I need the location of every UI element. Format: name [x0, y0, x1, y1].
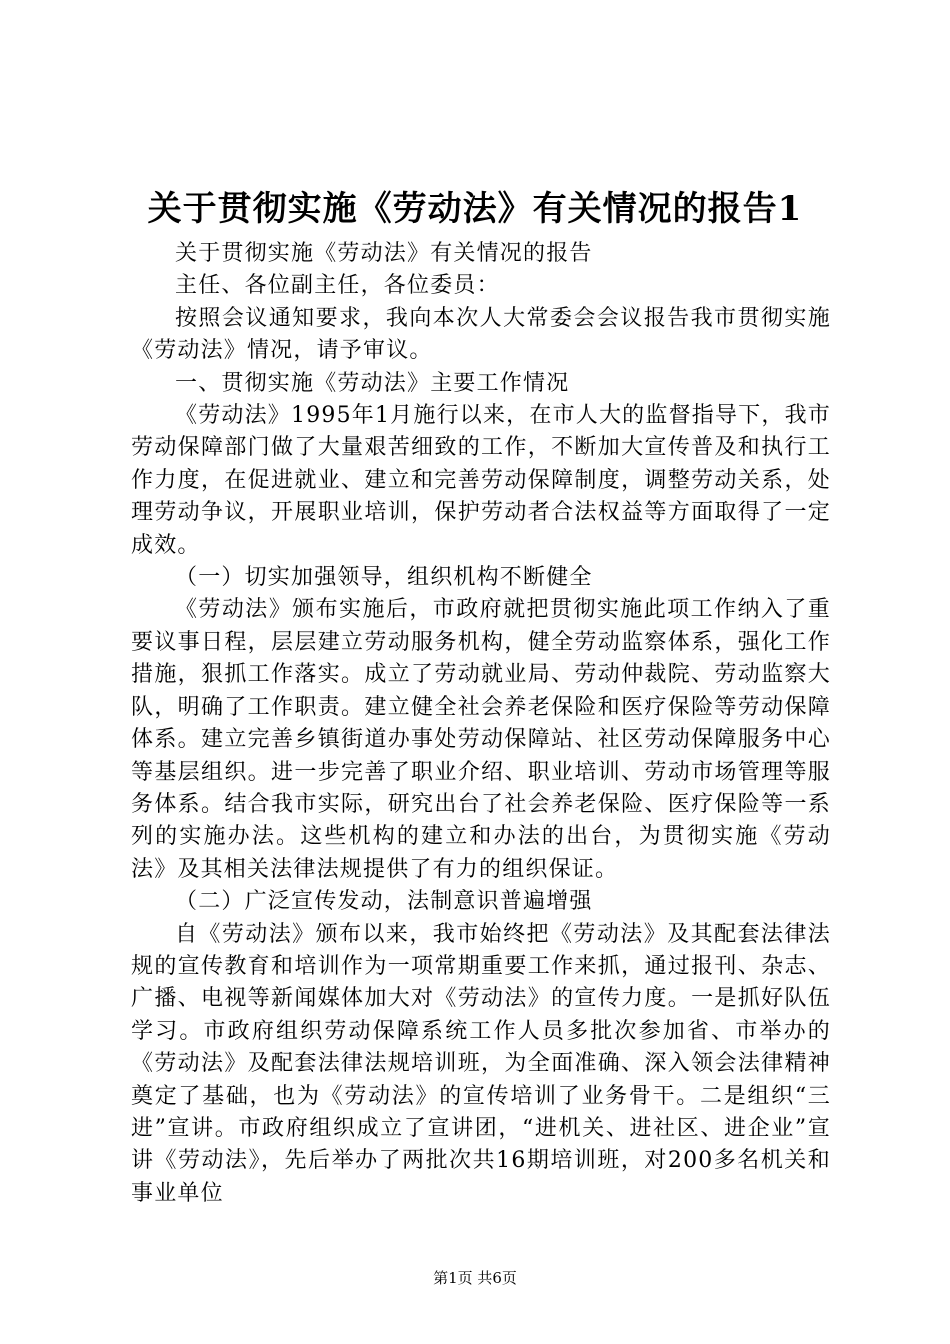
- report-heading: 关于贯彻实施《劳动法》有关情况的报告: [175, 241, 593, 266]
- subsection-heading-1: （一）切实加强领导，组织机构不断健全: [175, 565, 593, 591]
- document-body: [131, 238, 831, 1210]
- body-paragraph: 《劳动法》1995年1月施行以来，在市人大的监督指导下，我市劳动保障部门做了大量艰苦细致的工作，不断加大宣传普及和执行工作力度，在促进就业、建立和完善劳动保障制度，调整劳动关系，处理劳动争议，开展职业培训，保护劳动者合法权益等方面取得了一定成效。: [131, 403, 831, 558]
- intro-paragraph: 按照会议通知要求，我向本次人大常委会会议报告我市贯彻实施《劳动法》情况，请予审议。: [131, 305, 831, 364]
- body-paragraph: 自《劳动法》颁布以来，我市始终把《劳动法》及其配套法律法规的宣传教育和培训作为一项常期重要工作来抓，通过报刊、杂志、广播、电视等新闻媒体加大对《劳动法》的宣传力度。一是抓好队伍学习。市政府组织劳动保障系统工作人员多批次参加省、市举办的《劳动法》及配套法律法规培训班，为全面准确、深入领会法律精神奠定了基础，也为《劳动法》的宣传培训了业务骨干。二是组织“三进”宣讲。市政府组织成立了宣讲团，“进机关、进社区、进企业”宣讲《劳动法》，先后举办了两批次共16期培训班，对200多名机关和事业单位: [131, 921, 831, 1206]
- section-heading-1: 一、贯彻实施《劳动法》主要工作情况: [175, 370, 570, 396]
- document-title: 关于贯彻实施《劳动法》有关情况的报告1: [147, 189, 803, 229]
- page-footer: 第1页 共6页: [433, 1269, 517, 1287]
- body-paragraph: 《劳动法》颁布实施后，市政府就把贯彻实施此项工作纳入了重要议事日程，层层建立劳动服务机构，健全劳动监察体系，强化工作措施，狠抓工作落实。成立了劳动就业局、劳动仲裁院、劳动监察大队，明确了工作职责。建立健全社会养老保险和医疗保险等劳动保障体系。建立完善乡镇街道办事处劳动保障站、社区劳动保障服务中心等基层组织。进一步完善了职业介绍、职业培训、劳动市场管理等服务体系。结合我市实际，研究出台了社会养老保险、医疗保险等一系列的实施办法。这些机构的建立和办法的出台，为贯彻实施《劳动法》及其相关法律法规提供了有力的组织保证。: [131, 597, 831, 882]
- subsection-heading-2: （二）广泛宣传发动，法制意识普遍增强: [175, 889, 593, 915]
- salutation: 主任、各位副主任，各位委员：: [175, 273, 500, 299]
